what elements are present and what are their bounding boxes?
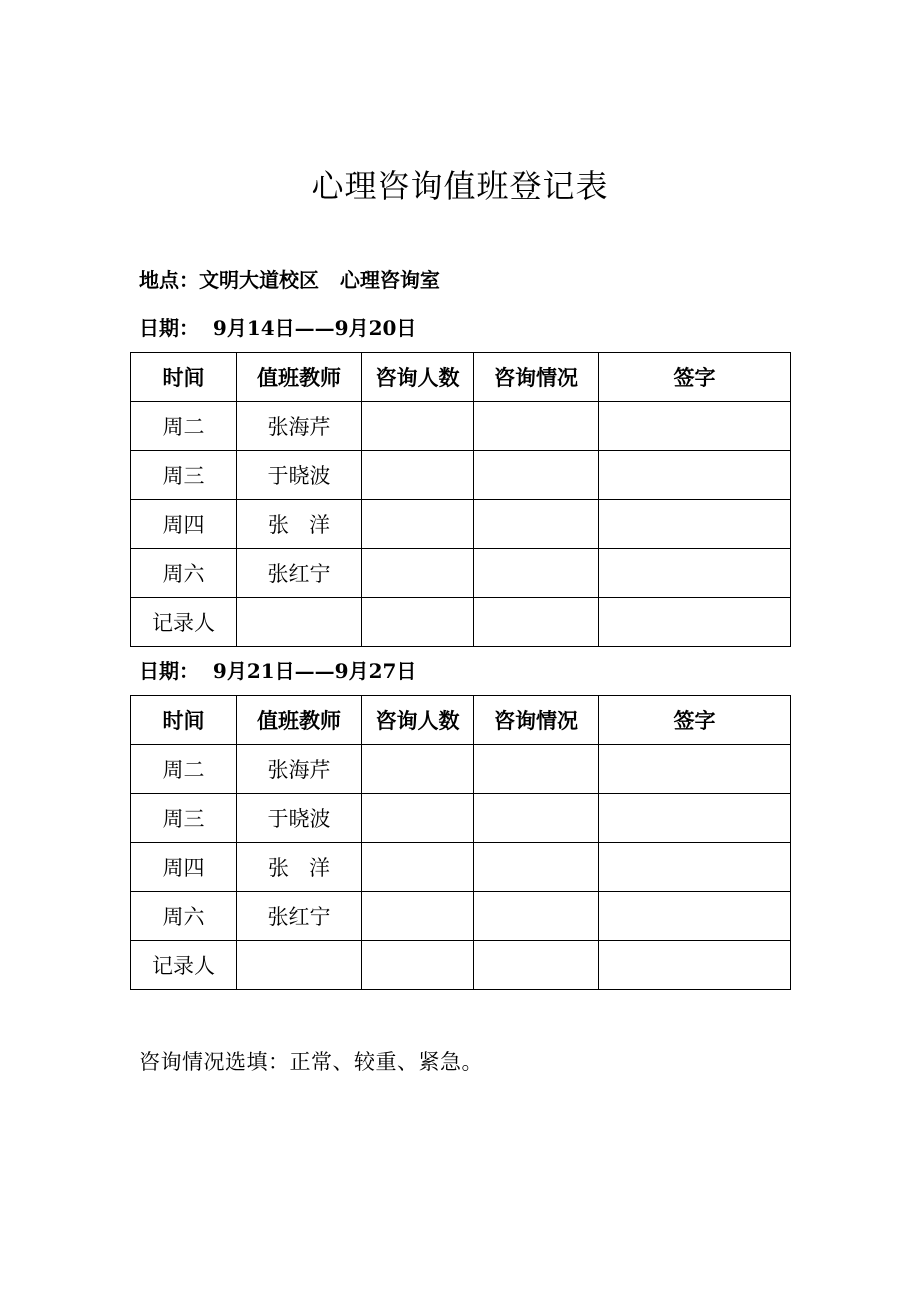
- day-cell: 周六: [131, 549, 237, 598]
- status-cell[interactable]: [474, 402, 599, 451]
- teacher-cell: 张海芹: [237, 402, 362, 451]
- teacher-cell: 张 洋: [237, 500, 362, 549]
- table-row: [131, 598, 791, 647]
- status-options-note: 咨询情况选填：正常、较重、紧急。: [139, 1050, 483, 1074]
- teacher-cell: 张 洋: [237, 843, 362, 892]
- table-row: [131, 549, 791, 598]
- day-cell: 周六: [131, 892, 237, 941]
- duty-table-week-1: [130, 352, 791, 647]
- header-status: 咨询情况: [474, 353, 599, 402]
- teacher-cell: 张海芹: [237, 745, 362, 794]
- recorder-name-cell[interactable]: [237, 941, 362, 990]
- status-cell[interactable]: [474, 598, 599, 647]
- week-2-date: 日期： 9月21日——9月27日: [139, 659, 417, 683]
- day-cell: 周三: [131, 794, 237, 843]
- signature-cell[interactable]: [599, 892, 791, 941]
- signature-cell[interactable]: [599, 843, 791, 892]
- signature-cell[interactable]: [599, 451, 791, 500]
- header-time: 时间: [131, 696, 237, 745]
- table-row: [131, 745, 791, 794]
- signature-cell[interactable]: [599, 745, 791, 794]
- count-cell[interactable]: [362, 745, 474, 794]
- teacher-cell: 张红宁: [237, 549, 362, 598]
- header-teacher: 值班教师: [237, 353, 362, 402]
- count-cell[interactable]: [362, 794, 474, 843]
- status-cell[interactable]: [474, 843, 599, 892]
- count-cell[interactable]: [362, 598, 474, 647]
- count-cell[interactable]: [362, 402, 474, 451]
- table-row: [131, 500, 791, 549]
- header-count: 咨询人数: [362, 696, 474, 745]
- header-status: 咨询情况: [474, 696, 599, 745]
- table-row: [131, 451, 791, 500]
- table-header-row: [131, 353, 791, 402]
- status-cell[interactable]: [474, 745, 599, 794]
- status-cell[interactable]: [474, 549, 599, 598]
- signature-cell[interactable]: [599, 598, 791, 647]
- count-cell[interactable]: [362, 941, 474, 990]
- day-cell: 周二: [131, 402, 237, 451]
- header-signature: 签字: [599, 353, 791, 402]
- table-header-row: [131, 696, 791, 745]
- recorder-name-cell[interactable]: [237, 598, 362, 647]
- header-signature: 签字: [599, 696, 791, 745]
- header-time: 时间: [131, 353, 237, 402]
- week-1-date: 日期： 9月14日——9月20日: [139, 316, 417, 340]
- signature-cell[interactable]: [599, 549, 791, 598]
- status-cell[interactable]: [474, 794, 599, 843]
- day-cell: 周三: [131, 451, 237, 500]
- table-row: [131, 402, 791, 451]
- teacher-cell: 于晓波: [237, 451, 362, 500]
- header-teacher: 值班教师: [237, 696, 362, 745]
- teacher-cell: 张红宁: [237, 892, 362, 941]
- recorder-label-cell: 记录人: [131, 598, 237, 647]
- recorder-label-cell: 记录人: [131, 941, 237, 990]
- location-line: 地点：文明大道校区 心理咨询室: [139, 268, 440, 292]
- day-cell: 周二: [131, 745, 237, 794]
- signature-cell[interactable]: [599, 941, 791, 990]
- page-title: 心理咨询值班登记表: [311, 167, 609, 205]
- table-row: [131, 941, 791, 990]
- count-cell[interactable]: [362, 549, 474, 598]
- table-row: [131, 892, 791, 941]
- day-cell: 周四: [131, 843, 237, 892]
- status-cell[interactable]: [474, 500, 599, 549]
- signature-cell[interactable]: [599, 402, 791, 451]
- teacher-cell: 于晓波: [237, 794, 362, 843]
- status-cell[interactable]: [474, 451, 599, 500]
- count-cell[interactable]: [362, 843, 474, 892]
- count-cell[interactable]: [362, 892, 474, 941]
- duty-table-week-2: [130, 695, 791, 990]
- header-count: 咨询人数: [362, 353, 474, 402]
- signature-cell[interactable]: [599, 794, 791, 843]
- count-cell[interactable]: [362, 451, 474, 500]
- table-row: [131, 843, 791, 892]
- status-cell[interactable]: [474, 892, 599, 941]
- day-cell: 周四: [131, 500, 237, 549]
- status-cell[interactable]: [474, 941, 599, 990]
- table-row: [131, 794, 791, 843]
- signature-cell[interactable]: [599, 500, 791, 549]
- count-cell[interactable]: [362, 500, 474, 549]
